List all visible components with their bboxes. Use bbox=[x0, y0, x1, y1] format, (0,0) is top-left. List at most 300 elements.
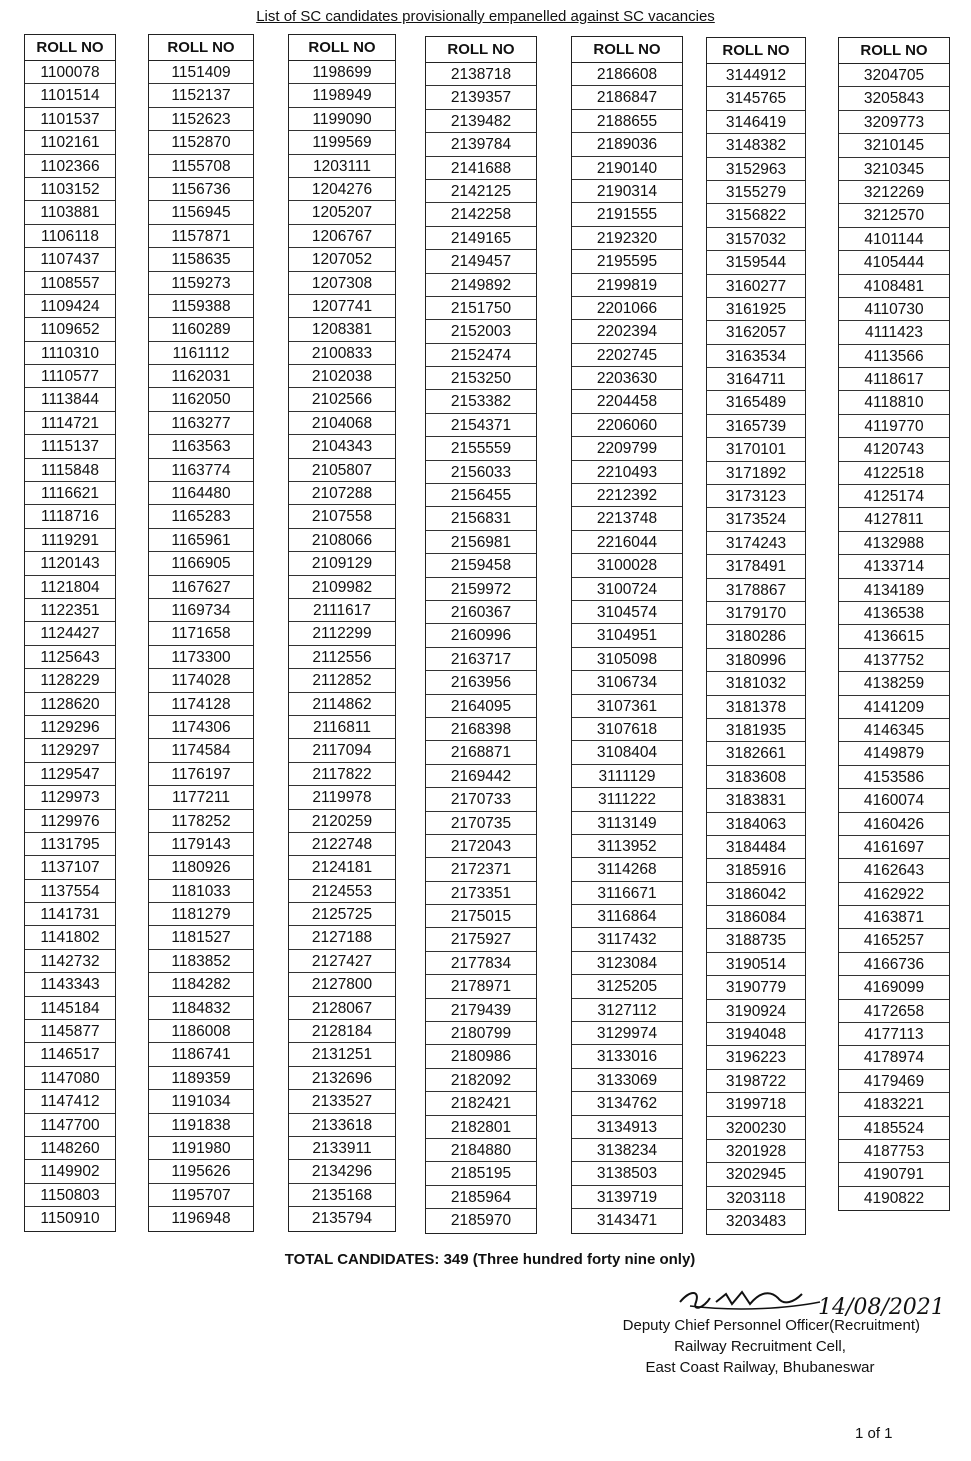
roll-number-cell: 4169099 bbox=[839, 976, 949, 999]
roll-number-columns bbox=[0, 34, 971, 1234]
roll-number-cell: 2173351 bbox=[426, 882, 536, 905]
roll-number-cell: 3210145 bbox=[839, 134, 949, 157]
roll-number-cell: 2203630 bbox=[572, 367, 682, 390]
roll-number-cell: 3202945 bbox=[707, 1163, 805, 1186]
roll-number-cell: 3196223 bbox=[707, 1046, 805, 1069]
total-candidates: TOTAL CANDIDATES: 349 (Three hundred forty nine only) bbox=[284, 1251, 696, 1268]
roll-number-cell: 2124553 bbox=[289, 880, 395, 903]
roll-number-cell: 3111129 bbox=[572, 765, 682, 788]
roll-number-cell: 3212269 bbox=[839, 181, 949, 204]
roll-number-cell: 2168871 bbox=[426, 741, 536, 764]
roll-number-cell: 3164711 bbox=[707, 368, 805, 391]
roll-number-cell: 2139784 bbox=[426, 133, 536, 156]
roll-number-cell: 4149879 bbox=[839, 742, 949, 765]
roll-column bbox=[706, 37, 806, 1235]
roll-number-cell: 2109982 bbox=[289, 576, 395, 599]
roll-number-cell: 1162050 bbox=[149, 388, 253, 411]
officer-office: Railway Recruitment Cell, bbox=[674, 1338, 846, 1355]
roll-number-cell: 1121804 bbox=[25, 576, 115, 599]
roll-number-cell: 3133016 bbox=[572, 1045, 682, 1068]
roll-number-cell: 4183221 bbox=[839, 1093, 949, 1116]
roll-number-cell: 3159544 bbox=[707, 251, 805, 274]
roll-number-cell: 2170735 bbox=[426, 812, 536, 835]
roll-number-cell: 2182421 bbox=[426, 1092, 536, 1115]
roll-number-cell: 2175927 bbox=[426, 928, 536, 951]
roll-number-cell: 1113844 bbox=[25, 388, 115, 411]
roll-number-cell: 3201928 bbox=[707, 1140, 805, 1163]
roll-number-cell: 3174243 bbox=[707, 532, 805, 555]
roll-number-cell: 4118810 bbox=[839, 391, 949, 414]
roll-number-cell: 3116671 bbox=[572, 882, 682, 905]
roll-number-cell: 1129976 bbox=[25, 810, 115, 833]
roll-number-cell: 2152003 bbox=[426, 320, 536, 343]
roll-number-cell: 4146345 bbox=[839, 719, 949, 742]
roll-number-cell: 4134189 bbox=[839, 579, 949, 602]
roll-number-cell: 2149165 bbox=[426, 227, 536, 250]
roll-number-cell: 2153250 bbox=[426, 367, 536, 390]
roll-number-cell: 1171658 bbox=[149, 622, 253, 645]
roll-number-cell: 2107558 bbox=[289, 505, 395, 528]
roll-number-cell: 1164480 bbox=[149, 482, 253, 505]
roll-number-cell: 3194048 bbox=[707, 1023, 805, 1046]
roll-number-cell: 1180926 bbox=[149, 856, 253, 879]
roll-number-cell: 2135168 bbox=[289, 1184, 395, 1207]
roll-number-cell: 2156033 bbox=[426, 461, 536, 484]
roll-number-cell: 1143343 bbox=[25, 973, 115, 996]
roll-number-cell: 2170733 bbox=[426, 788, 536, 811]
roll-number-cell: 2100833 bbox=[289, 342, 395, 365]
roll-number-cell: 4162922 bbox=[839, 883, 949, 906]
roll-number-cell: 2104343 bbox=[289, 435, 395, 458]
roll-number-cell: 3100724 bbox=[572, 578, 682, 601]
roll-number-cell: 4160074 bbox=[839, 789, 949, 812]
roll-number-cell: 4179469 bbox=[839, 1070, 949, 1093]
roll-number-cell: 3107618 bbox=[572, 718, 682, 741]
roll-number-cell: 3105098 bbox=[572, 648, 682, 671]
roll-number-cell: 2134296 bbox=[289, 1160, 395, 1183]
roll-number-cell: 1150803 bbox=[25, 1184, 115, 1207]
roll-number-cell: 2107288 bbox=[289, 482, 395, 505]
roll-number-cell: 4178974 bbox=[839, 1046, 949, 1069]
roll-number-cell: 3165489 bbox=[707, 391, 805, 414]
roll-number-cell: 1128620 bbox=[25, 693, 115, 716]
roll-number-cell: 2204458 bbox=[572, 390, 682, 413]
roll-number-cell: 4127811 bbox=[839, 508, 949, 531]
roll-number-cell: 1106118 bbox=[25, 225, 115, 248]
roll-number-cell: 2163717 bbox=[426, 648, 536, 671]
roll-number-cell: 1199569 bbox=[289, 131, 395, 154]
roll-number-cell: 2156831 bbox=[426, 507, 536, 530]
roll-number-cell: 1208381 bbox=[289, 318, 395, 341]
column-header: ROLL NO bbox=[839, 38, 949, 64]
roll-number-cell: 4122518 bbox=[839, 462, 949, 485]
roll-number-cell: 4137752 bbox=[839, 649, 949, 672]
roll-number-cell: 1167627 bbox=[149, 576, 253, 599]
roll-number-cell: 3210345 bbox=[839, 158, 949, 181]
roll-number-cell: 3134913 bbox=[572, 1116, 682, 1139]
roll-number-cell: 2102038 bbox=[289, 365, 395, 388]
roll-number-cell: 2135794 bbox=[311, 1210, 373, 1228]
roll-number-cell: 2160367 bbox=[426, 601, 536, 624]
roll-number-cell: 2179439 bbox=[426, 999, 536, 1022]
roll-number-cell: 4141209 bbox=[839, 696, 949, 719]
roll-number-cell: 1110310 bbox=[25, 342, 115, 365]
roll-number-cell: 2185195 bbox=[426, 1162, 536, 1185]
roll-number-cell: 1198699 bbox=[289, 61, 395, 84]
roll-number-cell: 2169442 bbox=[426, 765, 536, 788]
roll-number-cell: 2155559 bbox=[426, 437, 536, 460]
roll-number-cell: 3134762 bbox=[572, 1092, 682, 1115]
roll-number-cell: 3183608 bbox=[707, 766, 805, 789]
roll-number-cell: 1173300 bbox=[149, 646, 253, 669]
roll-number-cell: 1165961 bbox=[149, 529, 253, 552]
roll-number-cell: 3203118 bbox=[707, 1187, 805, 1210]
roll-number-cell: 4111423 bbox=[839, 321, 949, 344]
roll-number-cell: 1157871 bbox=[149, 225, 253, 248]
roll-number-cell: 2131251 bbox=[289, 1043, 395, 1066]
roll-number-cell: 3184484 bbox=[707, 836, 805, 859]
roll-number-cell: 3138503 bbox=[572, 1162, 682, 1185]
roll-number-cell: 1174128 bbox=[149, 693, 253, 716]
roll-number-cell: 2111617 bbox=[289, 599, 395, 622]
roll-number-cell: 1147700 bbox=[25, 1114, 115, 1137]
roll-number-cell: 3200230 bbox=[707, 1117, 805, 1140]
roll-number-cell: 1109424 bbox=[25, 295, 115, 318]
roll-number-cell: 3143471 bbox=[596, 1212, 658, 1230]
roll-number-cell: 4105444 bbox=[839, 251, 949, 274]
roll-number-cell: 2209799 bbox=[572, 437, 682, 460]
roll-number-cell: 4165257 bbox=[839, 929, 949, 952]
roll-number-cell: 1206767 bbox=[289, 225, 395, 248]
column-header: ROLL NO bbox=[25, 35, 115, 61]
roll-column bbox=[24, 34, 116, 1232]
roll-number-cell: 2202394 bbox=[572, 320, 682, 343]
roll-number-cell: 2160996 bbox=[426, 624, 536, 647]
roll-number-cell: 1191838 bbox=[149, 1114, 253, 1137]
roll-number-cell: 1166905 bbox=[149, 552, 253, 575]
roll-number-cell: 1152623 bbox=[149, 108, 253, 131]
roll-number-cell: 2178971 bbox=[426, 975, 536, 998]
roll-number-cell: 2138718 bbox=[426, 63, 536, 86]
roll-number-cell: 3162057 bbox=[707, 321, 805, 344]
roll-number-cell: 3171892 bbox=[707, 462, 805, 485]
roll-number-cell: 1174306 bbox=[149, 716, 253, 739]
document-title: List of SC candidates provisionally empanelled against SC vacancies bbox=[256, 8, 715, 25]
roll-number-cell: 3155279 bbox=[707, 181, 805, 204]
roll-number-cell: 2210493 bbox=[572, 461, 682, 484]
roll-number-cell: 1191034 bbox=[149, 1090, 253, 1113]
signature-date: 14/08/2021 bbox=[818, 1295, 945, 1320]
roll-number-cell: 1101537 bbox=[25, 108, 115, 131]
page-number: 1 of 1 bbox=[855, 1425, 893, 1442]
roll-number-cell: 4190791 bbox=[839, 1163, 949, 1186]
roll-number-cell: 1152137 bbox=[149, 84, 253, 107]
roll-number-cell: 1108557 bbox=[25, 272, 115, 295]
column-header: ROLL NO bbox=[426, 37, 536, 63]
roll-column bbox=[838, 37, 950, 1211]
roll-number-cell: 1174584 bbox=[149, 739, 253, 762]
roll-number-cell: 1122351 bbox=[25, 599, 115, 622]
roll-number-cell: 1203111 bbox=[289, 155, 395, 178]
roll-number-cell: 1169734 bbox=[149, 599, 253, 622]
roll-number-cell: 3100028 bbox=[572, 554, 682, 577]
roll-number-cell: 2108066 bbox=[289, 529, 395, 552]
roll-number-cell: 2180986 bbox=[426, 1045, 536, 1068]
roll-number-cell: 3139719 bbox=[572, 1186, 682, 1209]
roll-number-cell: 3114268 bbox=[572, 858, 682, 881]
roll-number-cell: 1118716 bbox=[25, 505, 115, 528]
column-header: ROLL NO bbox=[572, 37, 682, 63]
roll-number-cell: 1198949 bbox=[289, 84, 395, 107]
roll-number-cell: 3204705 bbox=[839, 64, 949, 87]
roll-number-cell: 1129973 bbox=[25, 786, 115, 809]
roll-number-cell: 3127112 bbox=[572, 999, 682, 1022]
roll-number-cell: 3108404 bbox=[572, 741, 682, 764]
roll-number-cell: 1159273 bbox=[149, 272, 253, 295]
roll-number-cell: 3165739 bbox=[707, 415, 805, 438]
roll-number-cell: 2132696 bbox=[289, 1067, 395, 1090]
roll-number-cell: 2128067 bbox=[289, 997, 395, 1020]
roll-number-cell: 1195707 bbox=[149, 1184, 253, 1207]
roll-number-cell: 1178252 bbox=[149, 810, 253, 833]
roll-number-cell: 2163956 bbox=[426, 671, 536, 694]
roll-number-cell: 2139482 bbox=[426, 110, 536, 133]
roll-number-cell: 2177834 bbox=[426, 952, 536, 975]
roll-number-cell: 1110577 bbox=[25, 365, 115, 388]
roll-number-cell: 2195595 bbox=[572, 250, 682, 273]
roll-number-cell: 4161697 bbox=[839, 836, 949, 859]
roll-number-cell: 1129297 bbox=[25, 739, 115, 762]
roll-number-cell: 3160277 bbox=[707, 275, 805, 298]
roll-number-cell: 4136538 bbox=[839, 602, 949, 625]
roll-number-cell: 3181032 bbox=[707, 672, 805, 695]
roll-number-cell: 1191980 bbox=[149, 1137, 253, 1160]
roll-number-cell: 1195626 bbox=[149, 1160, 253, 1183]
roll-number-cell: 1102161 bbox=[25, 131, 115, 154]
roll-number-cell: 1199090 bbox=[289, 108, 395, 131]
roll-number-cell: 3178867 bbox=[707, 579, 805, 602]
roll-number-cell: 4166736 bbox=[839, 953, 949, 976]
roll-number-cell: 2185970 bbox=[450, 1212, 512, 1230]
roll-number-cell: 3123084 bbox=[572, 952, 682, 975]
roll-number-cell: 1163563 bbox=[149, 435, 253, 458]
roll-number-cell: 1148260 bbox=[25, 1137, 115, 1160]
roll-number-cell: 2112852 bbox=[289, 669, 395, 692]
roll-number-cell: 3180996 bbox=[707, 649, 805, 672]
roll-number-cell: 3106734 bbox=[572, 671, 682, 694]
roll-number-cell: 2122748 bbox=[289, 833, 395, 856]
roll-number-cell: 1176197 bbox=[149, 763, 253, 786]
roll-column bbox=[571, 36, 683, 1234]
roll-number-cell: 1150910 bbox=[40, 1210, 100, 1228]
roll-number-cell: 1142732 bbox=[25, 950, 115, 973]
roll-number-cell: 4133714 bbox=[839, 555, 949, 578]
roll-number-cell: 2124181 bbox=[289, 856, 395, 879]
roll-number-cell: 1107437 bbox=[25, 248, 115, 271]
roll-number-cell: 1137554 bbox=[25, 880, 115, 903]
roll-number-cell: 2191555 bbox=[572, 203, 682, 226]
roll-number-cell: 1152870 bbox=[149, 131, 253, 154]
roll-number-cell: 3188735 bbox=[707, 929, 805, 952]
roll-number-cell: 3181935 bbox=[707, 719, 805, 742]
officer-organization: East Coast Railway, Bhubaneswar bbox=[645, 1359, 875, 1376]
roll-number-cell: 2175015 bbox=[426, 905, 536, 928]
roll-number-cell: 2133527 bbox=[289, 1090, 395, 1113]
roll-number-cell: 2127427 bbox=[289, 950, 395, 973]
roll-number-cell: 3117432 bbox=[572, 928, 682, 951]
roll-number-cell: 4110730 bbox=[839, 298, 949, 321]
roll-number-cell: 2172371 bbox=[426, 858, 536, 881]
roll-number-cell: 1179143 bbox=[149, 833, 253, 856]
roll-number-cell: 1137107 bbox=[25, 856, 115, 879]
roll-number-cell: 1181033 bbox=[149, 880, 253, 903]
roll-number-cell: 2127188 bbox=[289, 926, 395, 949]
roll-number-cell: 2189036 bbox=[572, 133, 682, 156]
roll-number-cell: 1145184 bbox=[25, 997, 115, 1020]
roll-number-cell: 2119978 bbox=[289, 786, 395, 809]
roll-number-cell: 1151409 bbox=[149, 61, 253, 84]
roll-number-cell: 3148382 bbox=[707, 134, 805, 157]
roll-number-cell: 3129974 bbox=[572, 1022, 682, 1045]
roll-number-cell: 2104068 bbox=[289, 412, 395, 435]
roll-number-cell: 3185916 bbox=[707, 859, 805, 882]
roll-number-cell: 2216044 bbox=[572, 531, 682, 554]
roll-number-cell: 1163277 bbox=[149, 412, 253, 435]
roll-number-cell: 1115848 bbox=[25, 459, 115, 482]
roll-number-cell: 4138259 bbox=[839, 672, 949, 695]
roll-number-cell: 2213748 bbox=[572, 507, 682, 530]
roll-number-cell: 1165283 bbox=[149, 505, 253, 528]
roll-number-cell: 1183852 bbox=[149, 950, 253, 973]
roll-number-cell: 1163774 bbox=[149, 459, 253, 482]
roll-number-cell: 2152474 bbox=[426, 344, 536, 367]
roll-number-cell: 2116811 bbox=[289, 716, 395, 739]
roll-number-cell: 3144912 bbox=[707, 64, 805, 87]
roll-number-cell: 1186008 bbox=[149, 1020, 253, 1043]
roll-number-cell: 2141688 bbox=[426, 157, 536, 180]
roll-number-cell: 1147080 bbox=[25, 1067, 115, 1090]
roll-number-cell: 1207052 bbox=[289, 248, 395, 271]
roll-number-cell: 3180286 bbox=[707, 625, 805, 648]
roll-number-cell: 4113566 bbox=[839, 345, 949, 368]
roll-number-cell: 2190314 bbox=[572, 180, 682, 203]
roll-number-cell: 2142125 bbox=[426, 180, 536, 203]
roll-number-cell: 1196948 bbox=[171, 1210, 231, 1228]
roll-number-cell: 2139357 bbox=[426, 86, 536, 109]
officer-block bbox=[560, 1315, 960, 1378]
roll-number-cell: 4162643 bbox=[839, 859, 949, 882]
roll-number-cell: 3145765 bbox=[707, 87, 805, 110]
roll-number-cell: 2133911 bbox=[289, 1137, 395, 1160]
roll-number-cell: 3190514 bbox=[707, 953, 805, 976]
roll-number-cell: 4119770 bbox=[839, 415, 949, 438]
roll-number-cell: 2186608 bbox=[572, 63, 682, 86]
roll-number-cell: 4120743 bbox=[839, 438, 949, 461]
roll-number-cell: 2114862 bbox=[289, 693, 395, 716]
roll-number-cell: 3161925 bbox=[707, 298, 805, 321]
roll-number-cell: 2185964 bbox=[426, 1186, 536, 1209]
roll-number-cell: 4108481 bbox=[839, 275, 949, 298]
roll-number-cell: 4101144 bbox=[839, 228, 949, 251]
roll-number-cell: 1155708 bbox=[149, 155, 253, 178]
roll-column bbox=[148, 34, 254, 1232]
roll-number-cell: 2109129 bbox=[289, 552, 395, 575]
roll-number-cell: 3182661 bbox=[707, 742, 805, 765]
roll-number-cell: 2154371 bbox=[426, 414, 536, 437]
roll-number-cell: 1204276 bbox=[289, 178, 395, 201]
roll-number-cell: 1147412 bbox=[25, 1090, 115, 1113]
roll-number-cell: 1102366 bbox=[25, 155, 115, 178]
roll-number-cell: 2184880 bbox=[426, 1139, 536, 1162]
roll-number-cell: 1156945 bbox=[149, 201, 253, 224]
roll-number-cell: 1161112 bbox=[149, 342, 253, 365]
roll-number-cell: 1186741 bbox=[149, 1043, 253, 1066]
roll-number-cell: 2192320 bbox=[572, 227, 682, 250]
roll-number-cell: 4153586 bbox=[839, 766, 949, 789]
roll-number-cell: 3203483 bbox=[725, 1213, 787, 1231]
roll-number-cell: 3179170 bbox=[707, 602, 805, 625]
roll-number-cell: 2142258 bbox=[426, 203, 536, 226]
roll-number-cell: 3199718 bbox=[707, 1093, 805, 1116]
roll-number-cell: 3113149 bbox=[572, 812, 682, 835]
roll-number-cell: 1141731 bbox=[25, 903, 115, 926]
roll-number-cell: 1103881 bbox=[25, 201, 115, 224]
roll-number-cell: 3170101 bbox=[707, 438, 805, 461]
roll-number-cell: 2102566 bbox=[289, 388, 395, 411]
roll-number-cell: 3116864 bbox=[572, 905, 682, 928]
roll-number-cell: 3104951 bbox=[572, 624, 682, 647]
roll-number-cell: 4185524 bbox=[839, 1117, 949, 1140]
roll-number-cell: 1131795 bbox=[25, 833, 115, 856]
roll-number-cell: 2172043 bbox=[426, 835, 536, 858]
roll-number-cell: 4163871 bbox=[839, 906, 949, 929]
roll-number-cell: 1177211 bbox=[149, 786, 253, 809]
roll-number-cell: 2159458 bbox=[426, 554, 536, 577]
roll-number-cell: 2128184 bbox=[289, 1020, 395, 1043]
roll-number-cell: 3138234 bbox=[572, 1139, 682, 1162]
roll-number-cell: 1149902 bbox=[25, 1160, 115, 1183]
roll-number-cell: 1129296 bbox=[25, 716, 115, 739]
roll-number-cell: 2206060 bbox=[572, 414, 682, 437]
roll-number-cell: 1158635 bbox=[149, 248, 253, 271]
roll-number-cell: 3156822 bbox=[707, 204, 805, 227]
roll-number-cell: 3198722 bbox=[707, 1070, 805, 1093]
roll-number-cell: 4160426 bbox=[839, 813, 949, 836]
roll-number-cell: 2212392 bbox=[572, 484, 682, 507]
roll-number-cell: 3173524 bbox=[707, 508, 805, 531]
roll-number-cell: 2112299 bbox=[289, 622, 395, 645]
roll-number-cell: 4187753 bbox=[839, 1140, 949, 1163]
roll-number-cell: 2151750 bbox=[426, 297, 536, 320]
roll-number-cell: 3190779 bbox=[707, 976, 805, 999]
roll-number-cell: 4118617 bbox=[839, 368, 949, 391]
roll-number-cell: 1205207 bbox=[289, 201, 395, 224]
roll-number-cell: 2120259 bbox=[289, 810, 395, 833]
roll-number-cell: 1181279 bbox=[149, 903, 253, 926]
roll-column bbox=[425, 36, 537, 1234]
roll-number-cell: 1120143 bbox=[25, 552, 115, 575]
roll-number-cell: 1128229 bbox=[25, 669, 115, 692]
roll-number-cell: 3183831 bbox=[707, 789, 805, 812]
roll-number-cell: 1116621 bbox=[25, 482, 115, 505]
roll-number-cell: 1184832 bbox=[149, 997, 253, 1020]
roll-number-cell: 4125174 bbox=[839, 485, 949, 508]
roll-number-cell: 3163534 bbox=[707, 345, 805, 368]
column-header: ROLL NO bbox=[149, 35, 253, 61]
roll-number-cell: 4132988 bbox=[839, 532, 949, 555]
roll-number-cell: 2105807 bbox=[289, 459, 395, 482]
roll-number-cell: 3152963 bbox=[707, 158, 805, 181]
